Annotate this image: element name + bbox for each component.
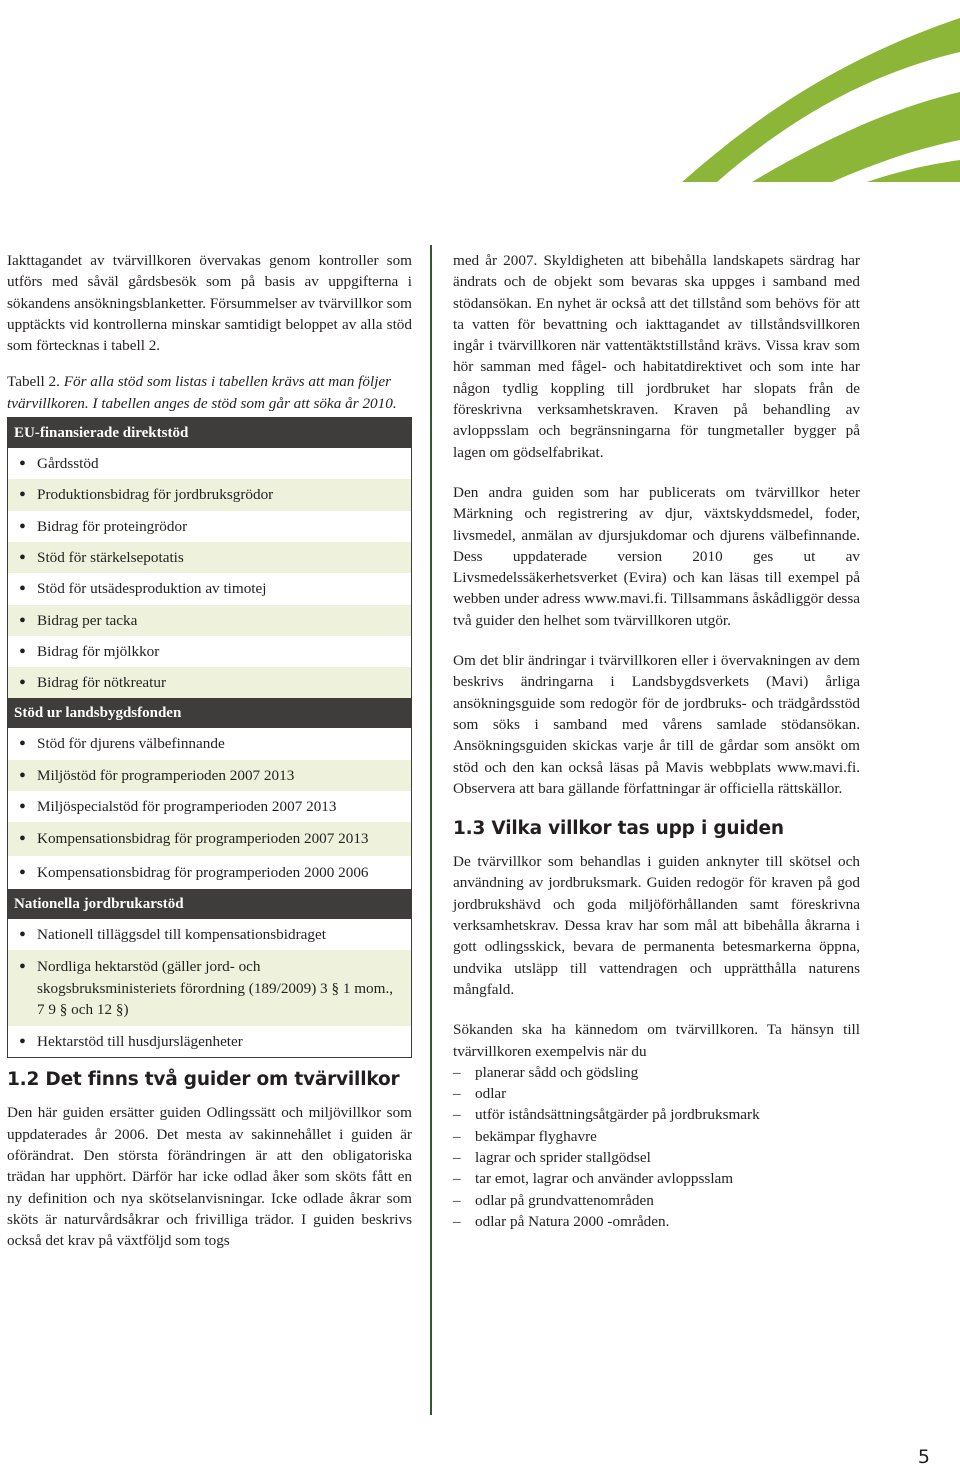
bullet-icon: ●: [19, 737, 26, 750]
table-row: ● Stöd för stärkelsepotatis: [8, 542, 411, 573]
bullet-icon: ●: [19, 800, 26, 813]
support-table: [7, 417, 412, 1058]
table-row: ● Miljöstöd för programperioden 2007 2013: [8, 760, 411, 791]
dash-icon: –: [453, 1127, 461, 1145]
right-paragraph-5: Sökanden ska ha kännedom om tvärvillkoren. Ta hänsyn till tvärvillkoren exempelvis när du: [453, 1021, 860, 1060]
table-row: ● Bidrag för nötkreatur: [8, 667, 411, 698]
decorative-green-leaf-graphic: [682, 0, 960, 182]
list-item: – lagrar och sprider stallgödsel: [453, 1147, 860, 1168]
table-row: ● Bidrag för proteingrödor: [8, 511, 411, 542]
bullet-icon: ●: [19, 582, 26, 595]
bullet-icon: ●: [19, 488, 26, 501]
dash-icon: –: [453, 1170, 461, 1188]
list-item: – odlar: [453, 1083, 860, 1104]
list-item: – bekämpar flyghavre: [453, 1126, 860, 1147]
table-row: ● Bidrag per tacka: [8, 605, 411, 636]
dash-icon: –: [453, 1063, 461, 1081]
bullet-icon: ●: [19, 1035, 26, 1048]
table-row: ● Kompensationsbidrag för programperioden 2000 2006: [8, 856, 411, 889]
intro-paragraph: Iakttagandet av tvärvillkoren övervakas genom kontroller som utförs med såväl gårdsbesök som på basis av uppgifterna i sökandens ansökningsblanketter. Försummelser av tvärvillkor som upptäckts vid kontrollerna minskar samtidigt beloppet av alla stöd som förtecknas i tabell 2.: [7, 252, 412, 355]
list-item: – tar emot, lagrar och använder avloppsslam: [453, 1168, 860, 1189]
page-number: 5: [917, 1446, 930, 1468]
column-divider: [430, 245, 432, 1415]
dash-icon: –: [453, 1212, 461, 1230]
bullet-icon: ●: [19, 457, 26, 470]
table-row: ● Stöd för djurens välbefinnande: [8, 728, 411, 759]
bullet-icon: ●: [19, 832, 26, 845]
table-caption-text: För alla stöd som listas i tabellen krävs att man följer tvärvillkoren. I tabellen anges de stöd som går att söka år 2010.: [7, 373, 397, 412]
table-caption: [7, 371, 412, 414]
bullet-icon: ●: [19, 676, 26, 689]
section-heading-1-3: 1.3 Vilka villkor tas upp i guiden: [453, 818, 784, 840]
table-row: ● Stöd för utsädesproduktion av timotej: [8, 573, 411, 604]
dash-icon: –: [453, 1085, 461, 1103]
table-row: ● Nationell tilläggsdel till kompensationsbidraget: [8, 919, 411, 950]
table-section-header: Stöd ur landsbygdsfonden: [8, 698, 411, 728]
right-paragraph-4: De tvärvillkor som behandlas i guiden anknyter till skötsel och användning av jordbruksmark. Guiden redogör för kraven på god jordbrukshävd och goda miljöförhållanden samt föreskrivna verksamhetskrav. Dessa krav har som mål att bibehålla åkrarna i gott odlingsskick, bevara de permanenta betesmarkerna öppna, undvika utsläpp till vattendragen och upprätthålla naturens mångfald.: [453, 853, 860, 998]
section-heading-1-2: 1.2 Det finns två guider om tvärvillkor: [7, 1069, 400, 1091]
table-section-header: Nationella jordbrukarstöd: [8, 889, 411, 919]
right-paragraph-1: med år 2007. Skyldigheten att bibehålla landskapets särdrag har ändrats och de objekt som bevaras ska uppges i samband med stödansökan. En nyhet är också att det tillstånd som behövs för att ta vatten för bevattning och iakttagandet av tillståndsvillkoren ingår i tvärvillkoren när vattentäktstillstånd krävs. Vissa krav som hör samman med fågel- och habitatdirektivet och som inte har någon tydlig koppling till jordbruket har slopats från de föreskrivna verksamhetskraven. Kraven på behandling av avloppsslam och begränsningarna för tungmetaller bygger på lagen om gödselfabrikat.: [453, 252, 860, 461]
section-1-2-paragraph: Den här guiden ersätter guiden Odlingssätt och miljövillkor som uppdaterades år 2006. Det mesta av sakinnehållet i guiden är oförändrat. Den största förändringen är att den obligatoriska trädan har upphört. Därför har icke odlad åker som sköts fått en ny definition och nya skötselanvisningar. Icke odlade åkrar som sköts är naturvårdsåkrar och frivilliga trädor. I guiden beskrivs också det krav på växtföljd som togs: [7, 1104, 412, 1250]
list-item: – odlar på grundvattenområden: [453, 1190, 860, 1211]
bullet-icon: ●: [19, 768, 26, 781]
bullet-icon: ●: [19, 519, 26, 532]
bullet-icon: ●: [19, 865, 26, 878]
table-row: ● Miljöspecialstöd för programperioden 2007 2013: [8, 791, 411, 822]
table-row: ● Gårdsstöd: [8, 448, 411, 479]
list-item: – odlar på Natura 2000 -områden.: [453, 1211, 860, 1232]
table-section-header: EU-finansierade direktstöd: [8, 418, 411, 448]
dash-icon: –: [453, 1106, 461, 1124]
table-row: ● Hektarstöd till husdjurslägenheter: [8, 1026, 411, 1057]
left-column: [7, 250, 412, 1252]
table-row: ● Kompensationsbidrag för programperioden 2007 2013: [8, 822, 411, 855]
table-row: ● Bidrag för mjölkkor: [8, 636, 411, 667]
list-item: – planerar sådd och gödsling: [453, 1062, 860, 1083]
activity-list: [453, 1062, 860, 1232]
list-item: – utför iståndsättningsåtgärder på jordbruksmark: [453, 1104, 860, 1125]
dash-icon: –: [453, 1191, 461, 1209]
bullet-icon: ●: [19, 960, 26, 973]
table-row: ● Produktionsbidrag för jordbruksgrödor: [8, 479, 411, 510]
bullet-icon: ●: [19, 644, 26, 657]
dash-icon: –: [453, 1148, 461, 1166]
bullet-icon: ●: [19, 613, 26, 626]
bullet-icon: ●: [19, 927, 26, 940]
bullet-icon: ●: [19, 550, 26, 563]
table-caption-label: Tabell 2.: [7, 373, 60, 391]
table-row: ● Nordliga hektarstöd (gäller jord- och skogsbruksministeriets förordning (189/2009) 3 § 1 mom., 7 9 § och 12 §): [8, 950, 411, 1026]
right-column: [453, 250, 860, 1232]
right-paragraph-2: Den andra guiden som har publicerats om tvärvillkor heter Märkning och registrering av djur, växtskyddsmedel, foder, livsmedel, anmälan av djursjukdomar och djurens välbefinnande. Dess uppdaterade version 2010 ges ut av Livsmedelssäkerhetsverket (Evira) och kan läsas till exempel på webben under adress www.mavi.fi. Tillsammans åskådliggör dessa två guider den helhet som tvärvillkoren utgör.: [453, 483, 860, 629]
right-paragraph-3: Om det blir ändringar i tvärvillkoren eller i övervakningen av dem beskrivs ändringarna i Landsbygdsverkets (Mavi) årliga ansökningsguide som redogör för de jordbruks- och trädgårdsstöd som söks i samband med vårens samlade stödansökan. Ansökningsguiden skickas varje år till de gårdar som ansökt om stöd och den kan också läsas på Mavis webbplats www.mavi.fi. Observera att bara gällande författningar är officiella rättskällor.: [453, 652, 860, 797]
